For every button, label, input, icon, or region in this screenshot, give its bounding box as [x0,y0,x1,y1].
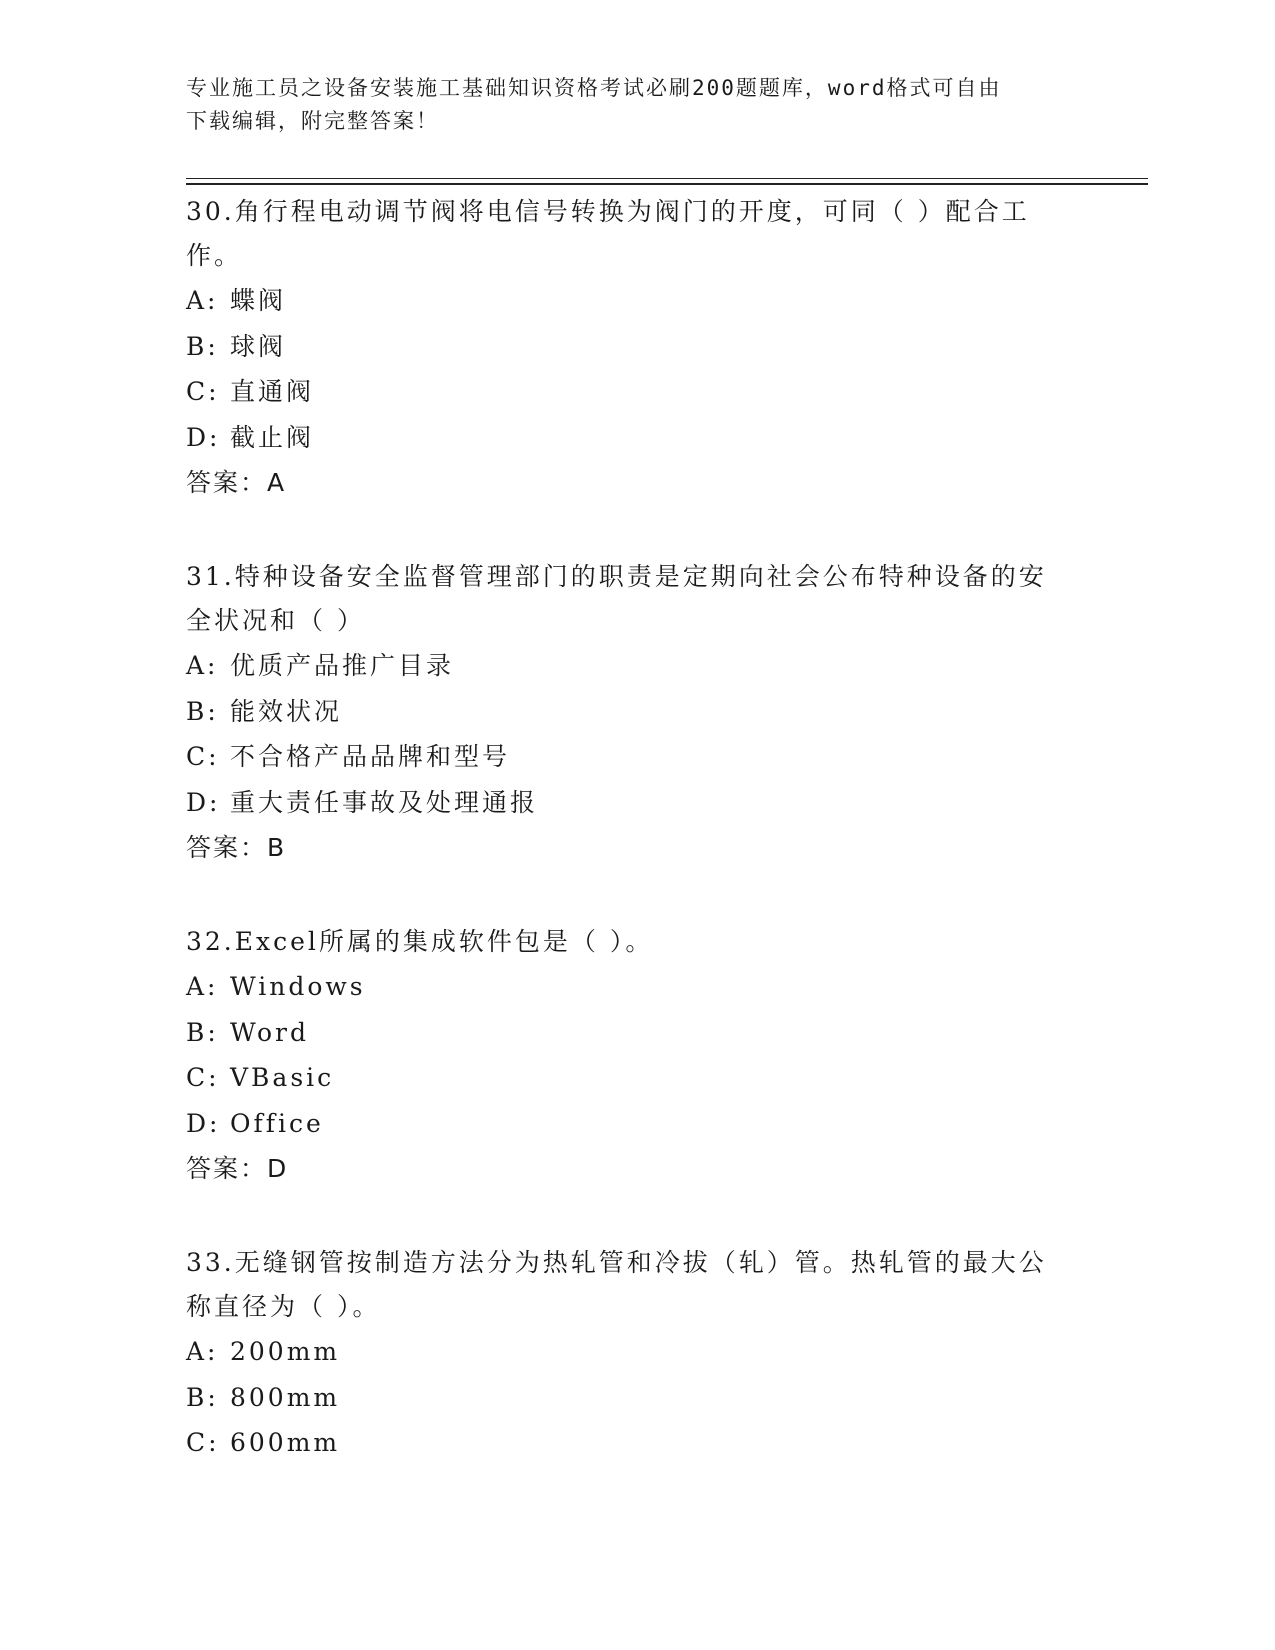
option-a [186,643,1086,689]
option-b [186,1010,1086,1056]
answer-label: 答案：B [186,833,287,862]
option-key: D: [186,1108,221,1138]
question-stem-line-1: 32.Excel所属的集成软件包是（ ）。 [186,927,654,956]
spacer [186,505,1086,555]
question-stem [186,190,1086,278]
spacer [186,1191,1086,1241]
option-a [186,964,1086,1010]
question-30 [186,190,1086,505]
option-key: A: [186,286,219,315]
question-stem-line-1: 31.特种设备安全监督管理部门的职责是定期向社会公布特种设备的安 [186,562,1047,591]
option-b [186,689,1086,735]
option-key: B: [186,1017,219,1047]
option-text: Word [230,1017,310,1047]
option-b [186,324,1086,370]
option-text: VBasic [230,1063,335,1092]
option-text: 200mm [230,1337,341,1366]
option-c [186,1055,1086,1101]
option-key: B: [186,331,219,361]
answer-label: 答案：D [186,1154,289,1183]
option-d [186,415,1086,461]
question-list [186,190,1086,1466]
option-c [186,1420,1086,1466]
option-text: 直通阀 [230,377,315,406]
option-key: D: [186,422,221,452]
option-a [186,1329,1086,1375]
question-31 [186,555,1086,870]
option-d [186,780,1086,826]
question-stem [186,920,1086,964]
option-key: C: [186,377,220,406]
option-text: 蝶阀 [230,286,287,315]
option-c [186,734,1086,780]
option-text: 优质产品推广目录 [230,651,455,680]
question-stem-line-2: 作。 [186,241,243,270]
option-text: 能效状况 [230,696,343,726]
option-key: A: [186,972,219,1001]
question-stem-line-2: 称直径为（ ）。 [186,1292,381,1321]
option-key: C: [186,742,220,771]
question-33 [186,1241,1086,1466]
header-line-1: 专业施工员之设备安装施工基础知识资格考试必刷200题题库，word格式可自由 [186,76,1002,100]
option-key: C: [186,1428,220,1457]
option-b [186,1375,1086,1421]
option-text: 重大责任事故及处理通报 [230,787,539,817]
option-text: Windows [230,972,366,1001]
option-text: 800mm [230,1382,341,1412]
option-a [186,278,1086,324]
option-text: 600mm [230,1428,341,1457]
option-key: B: [186,696,219,726]
question-stem [186,1241,1086,1329]
answer-label: 答案：A [186,468,287,497]
option-key: B: [186,1382,219,1412]
header-divider-thin [186,178,1148,179]
option-text: 截止阀 [230,422,315,452]
option-text: Office [230,1108,324,1138]
question-stem-line-1: 30.角行程电动调节阀将电信号转换为阀门的开度，可同（ ）配合工 [186,197,1030,226]
question-stem [186,555,1086,643]
question-stem-line-1: 33.无缝钢管按制造方法分为热轧管和冷拔（轧）管。热轧管的最大公 [186,1248,1047,1277]
option-text: 不合格产品品牌和型号 [230,742,511,771]
option-key: A: [186,1337,219,1366]
option-text: 球阀 [230,331,287,361]
option-d [186,1101,1086,1147]
option-c [186,369,1086,415]
header-line-2: 下载编辑，附完整答案！ [186,109,439,133]
option-key: C: [186,1063,220,1092]
option-key: A: [186,651,219,680]
question-stem-line-2: 全状况和（ ） [186,606,365,635]
document-header [186,72,1066,138]
spacer [186,870,1086,920]
question-32 [186,920,1086,1191]
header-divider-thick [186,183,1148,185]
option-key: D: [186,787,221,817]
